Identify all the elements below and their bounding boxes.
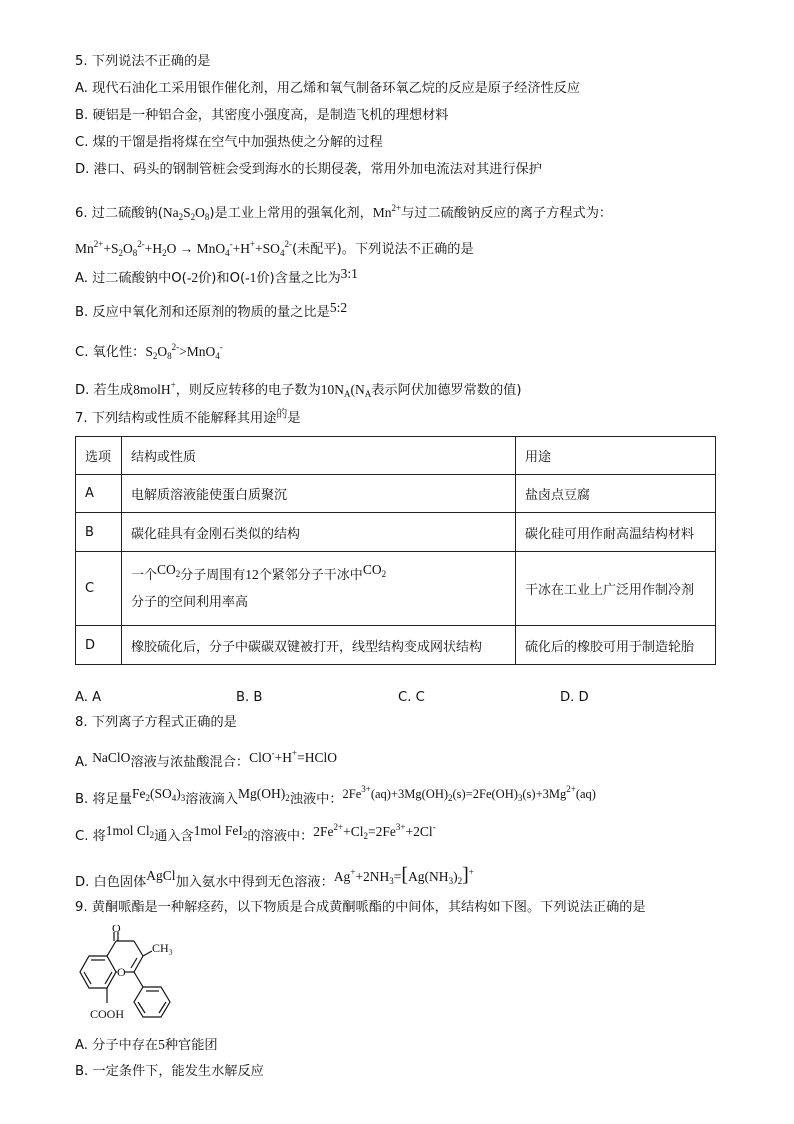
table-row: B 碳化硅具有金刚石类似的结构 碳化硅可用作耐高温结构材料: [76, 513, 716, 552]
ring-oxygen-label: O: [117, 965, 126, 979]
q5-option-d: D. 港口、码头的钢制管桩会受到海水的长期侵袭，常用外加电流法对其进行保护: [75, 162, 542, 177]
header-property: 结构或性质: [122, 437, 516, 475]
q8-option-c: C. 将1mol $Cl_2$通入含1mol FeI$_2$的溶液中：$2Fe^{2+}+Cl_2=2Fe^{3+}+2Cl^-$: [75, 822, 436, 844]
equation-q8d: $Ag^++2NH_3=[Ag(NH_3)_2]^+$: [333, 864, 474, 886]
formula-agcl: AgCl: [146, 868, 176, 883]
formula-mgoh2: $Mg(OH)_2$: [238, 786, 290, 803]
table-row: D 橡胶硫化后，分子中碳碳双键被打开，线型结构变成网状结构 硫化后的橡胶可用于制造轮胎: [76, 626, 716, 665]
q8-option-b: B. 将足量$Fe_2(SO_4)_3$溶液滴入$Mg(OH)_2$浊液中：$2Fe^{3+}(aq)+3Mg(OH)_2(s)=2Fe(OH)_3(s)+3Mg^{2+}(aq)$: [75, 784, 596, 807]
ionic-equation-q6: $Mn^{2+}+S_2O_8^{2-}+H_2O \to MnO_4^-+H^++SO_4^{2-}$: [75, 239, 292, 258]
equation-q8a: ClO-+H+=HClO: [249, 748, 337, 765]
q5-option-a: A. 现代石油化工采用银作催化剂，用乙烯和氧气制备环氧乙烷的反应是原子经济性反应: [75, 81, 581, 96]
equation-q8c: $2Fe^{2+}+Cl_2=2Fe^{3+}+2Cl^-$: [313, 822, 436, 841]
formula-8molH: 8molH+: [133, 380, 176, 397]
q7-choice-c: C. C: [398, 690, 425, 705]
formula-fe2so43: $Fe_2(SO_4)_3$: [132, 786, 186, 803]
formula-oxidizing-order: $S_2O_8^{2-}>MnO_4^-$: [145, 342, 223, 361]
formula-NA: $N_A$: [355, 382, 372, 399]
table-header-row: [76, 437, 716, 475]
q8-option-d: D. 白色固体AgCl加入氨水中得到无色溶液：$Ag^++2NH_3=[Ag(NH_3)_2]^+$: [75, 864, 474, 890]
q7-stem: 7. 下列结构或性质不能解释其用途$^的$是: [75, 407, 301, 426]
header-option: 选项: [76, 437, 122, 475]
q6-stem: 6. 过二硫酸钠$(Na_2S_2O_8)$是工业上常用的强氧化剂，$Mn^{2+}$与过二硫酸钠反应的离子方程式为：: [75, 203, 613, 222]
carboxyl-label: COOH: [90, 1007, 125, 1021]
q5-stem: 5. 下列说法不正确的是: [75, 54, 211, 69]
q5-option-c: C. 煤的干馏是指将煤在空气中加强热使之分解的过程: [75, 135, 383, 150]
q9-option-a: A. 分子中存在5种官能团: [75, 1037, 218, 1053]
formula-naclo: NaClO: [92, 750, 131, 765]
table-row: C 一个$CO_2$分子周围有12个紧邻分子干冰中$CO_2$ 分子的空间利用率高 干冰在工业上广泛用作制冷剂: [76, 552, 716, 626]
q9-option-b: B. 一定条件下，能发生水解反应: [75, 1064, 264, 1079]
q7-table: [75, 436, 716, 665]
q5-option-b: B. 硬铝是一种铝合金，其密度小强度高，是制造飞机的理想材料: [75, 108, 449, 123]
q7-choice-b: B. B: [236, 690, 263, 705]
q8-option-a: A. NaClO溶液与浓盐酸混合：ClO-+H+=HClO: [75, 748, 337, 770]
header-use: 用途: [516, 437, 716, 475]
table-row: A 电解质溶液能使蛋白质聚沉 盐卤点豆腐: [76, 475, 716, 513]
q6-option-b: B. 反应中氧化剂和还原剂的物质的量之比是5:2: [75, 300, 348, 320]
formula-co2: $CO_2$: [157, 561, 181, 579]
methyl-label: CH₃: [152, 941, 173, 955]
q6-option-a: A. 过二硫酸钠中O(-2价)和O(-1价)含量之比为3:1: [75, 266, 358, 286]
flavone-structure-diagram: [70, 925, 185, 1025]
formula-10NA: $10N_A$(: [320, 382, 356, 399]
formula-mn2plus: $Mn^{2+}$: [372, 203, 402, 220]
q6-equation: $Mn^{2+}+S_2O_8^{2-}+H_2O \to MnO_4^-+H^++SO_4^{2-}$(未配平)。下列说法不正确的是: [75, 239, 474, 258]
carbonyl-oxygen-label: O: [112, 925, 121, 935]
q6-option-c: C. 氧化性：$S_2O_8^{2-}>MnO_4^-$: [75, 342, 223, 361]
equation-q8b: $2Fe^{3+}(aq)+3Mg(OH)_2(s)=2Fe(OH)_3(s)+3Mg^{2+}(aq)$: [342, 784, 596, 803]
formula-1mol-fei2: 1mol FeI$_2$: [193, 823, 248, 840]
formula-1mol-cl2: 1mol $Cl_2$: [105, 823, 155, 840]
q8-stem: 8. 下列离子方程式正确的是: [75, 715, 237, 730]
formula-co2: $CO_2$: [362, 561, 387, 579]
q9-stem: 9. 黄酮哌酯是一种解痉药，以下物质是合成黄酮哌酯的中间体，其结构如下图。下列说法正确的是: [75, 900, 646, 915]
q7-choice-d: D. D: [560, 690, 589, 705]
q6-option-d: D. 若生成8molH+，则反应转移的电子数为$10N_A(N_A$表示阿伏加德罗常数的值): [75, 380, 522, 399]
formula-na2s2o8: $Na_2S_2O_8$: [162, 205, 210, 222]
q7-choice-a: A. A: [75, 690, 102, 705]
